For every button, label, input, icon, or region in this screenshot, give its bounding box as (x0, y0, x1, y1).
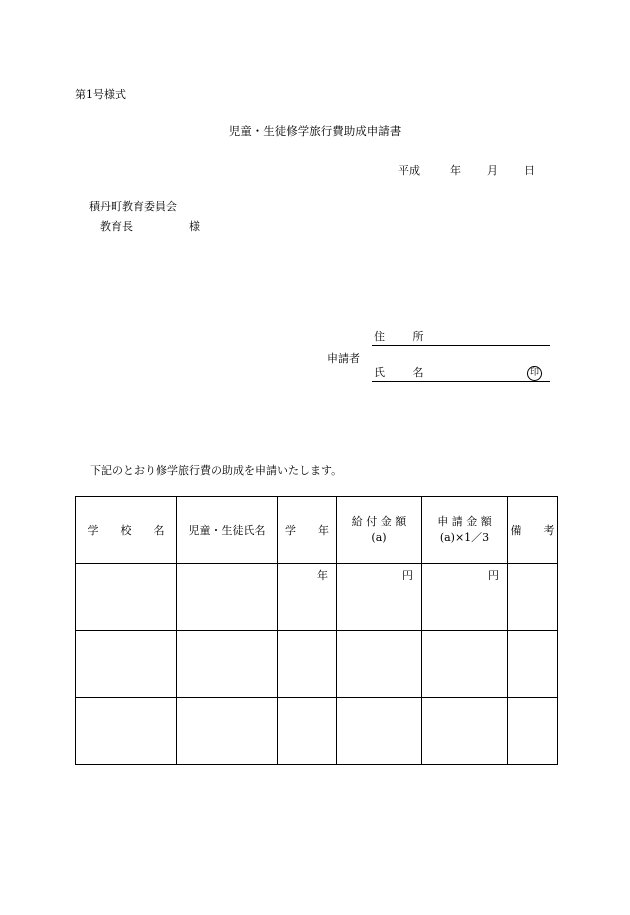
grade-unit: 年 (317, 569, 328, 582)
cell-remarks[interactable] (508, 631, 558, 698)
cell-remarks[interactable] (508, 698, 558, 765)
cell-school[interactable] (76, 564, 177, 631)
cell-student-name[interactable] (177, 631, 278, 698)
addressee-position: 教育長 (100, 220, 133, 233)
document-title: 児童・生徒修学旅行費助成申請書 (228, 124, 402, 138)
address-label: 住 所 (374, 330, 436, 343)
table-header-row (76, 497, 558, 564)
header-amount-line1: 給 付 金 額 (351, 515, 407, 528)
addressee-person (100, 218, 200, 234)
table-row (76, 564, 558, 631)
form-number: 第1号様式 (75, 88, 126, 101)
addressee-honorific: 様 (189, 220, 200, 233)
date-era: 平成 (398, 164, 420, 177)
header-remarks: 備 考 (508, 497, 558, 564)
cell-request[interactable] (422, 631, 508, 698)
request-unit: 円 (488, 569, 499, 582)
header-grade: 学 年 (278, 497, 337, 564)
header-school: 学 校 名 (76, 497, 177, 564)
cell-amount[interactable] (337, 698, 422, 765)
table-row (76, 631, 558, 698)
seal-mark: 印 (527, 366, 542, 381)
cell-request[interactable] (422, 564, 508, 631)
date-line (398, 162, 535, 178)
applicant-name-field[interactable] (372, 366, 550, 382)
amount-unit: 円 (402, 569, 413, 582)
cell-student-name[interactable] (177, 698, 278, 765)
table-row (76, 698, 558, 765)
date-month-unit: 月 (487, 164, 498, 177)
cell-grade[interactable] (278, 631, 337, 698)
cell-amount[interactable] (337, 631, 422, 698)
applicant-label: 申請者 (327, 352, 360, 365)
cell-grade[interactable] (278, 564, 337, 631)
cell-amount[interactable] (337, 564, 422, 631)
application-table (75, 496, 558, 765)
cell-school[interactable] (76, 698, 177, 765)
application-statement: 下記のとおり修学旅行費の助成を申請いたします。 (90, 464, 343, 477)
header-amount (337, 497, 422, 564)
cell-student-name[interactable] (177, 564, 278, 631)
header-request-line2: (a)×1／3 (439, 531, 490, 544)
cell-grade[interactable] (278, 698, 337, 765)
addressee-organization: 積丹町教育委員会 (89, 200, 177, 213)
date-year-unit: 年 (450, 164, 461, 177)
cell-remarks[interactable] (508, 564, 558, 631)
header-request (422, 497, 508, 564)
cell-school[interactable] (76, 631, 177, 698)
date-day-unit: 日 (524, 164, 535, 177)
header-amount-line2: (a) (371, 531, 387, 544)
applicant-address-field[interactable] (372, 330, 550, 346)
header-request-line1: 申 請 金 額 (437, 515, 492, 528)
cell-request[interactable] (422, 698, 508, 765)
header-student-name: 児童・生徒氏名 (177, 497, 278, 564)
name-label: 氏 名 (374, 366, 436, 379)
